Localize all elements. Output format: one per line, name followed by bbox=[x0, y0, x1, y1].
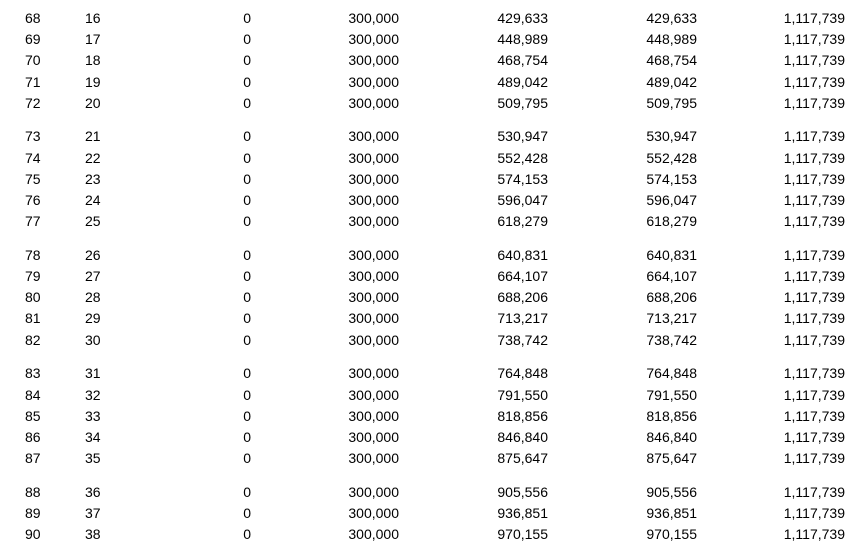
table-cell: 875,647 bbox=[497, 450, 548, 467]
table-cell: 90 bbox=[25, 526, 41, 543]
table-cell: 18 bbox=[85, 52, 101, 69]
table-cell: 300,000 bbox=[348, 170, 399, 187]
table-cell: 1,117,739 bbox=[783, 289, 845, 306]
row-group bbox=[0, 482, 864, 546]
table-row bbox=[0, 8, 864, 29]
table-cell: 846,840 bbox=[497, 428, 548, 445]
table-cell: 688,206 bbox=[497, 289, 548, 306]
table-cell: 300,000 bbox=[348, 331, 399, 348]
table-cell: 1,117,739 bbox=[783, 450, 845, 467]
table-cell: 300,000 bbox=[348, 94, 399, 111]
table-cell: 618,279 bbox=[497, 213, 548, 230]
table-cell: 300,000 bbox=[348, 10, 399, 26]
table-cell: 300,000 bbox=[348, 365, 399, 382]
table-cell: 300,000 bbox=[348, 268, 399, 285]
table-cell: 72 bbox=[25, 94, 41, 111]
table-cell: 85 bbox=[25, 407, 41, 424]
table-row bbox=[0, 503, 864, 524]
table-cell: 0 bbox=[243, 128, 251, 145]
table-cell: 905,556 bbox=[646, 483, 697, 500]
table-cell: 68 bbox=[25, 10, 41, 26]
table-cell: 448,989 bbox=[497, 31, 548, 48]
table-cell: 300,000 bbox=[348, 428, 399, 445]
table-cell: 300,000 bbox=[348, 289, 399, 306]
table-cell: 1,117,739 bbox=[783, 331, 845, 348]
table-cell: 0 bbox=[243, 331, 251, 348]
table-cell: 24 bbox=[85, 192, 101, 208]
table-cell: 0 bbox=[243, 268, 251, 285]
table-row bbox=[0, 29, 864, 50]
table-cell: 300,000 bbox=[348, 128, 399, 145]
table-cell: 574,153 bbox=[646, 170, 697, 187]
table-cell: 76 bbox=[25, 192, 41, 208]
table-cell: 1,117,739 bbox=[783, 407, 845, 424]
table-cell: 300,000 bbox=[348, 310, 399, 327]
table-cell: 88 bbox=[25, 483, 41, 500]
table-cell: 0 bbox=[243, 10, 251, 26]
table-cell: 75 bbox=[25, 170, 41, 187]
table-cell: 489,042 bbox=[646, 73, 697, 90]
table-row bbox=[0, 93, 864, 114]
table-cell: 1,117,739 bbox=[783, 504, 845, 521]
table-cell: 936,851 bbox=[497, 504, 548, 521]
table-cell: 530,947 bbox=[646, 128, 697, 145]
table-cell: 300,000 bbox=[348, 386, 399, 403]
table-cell: 530,947 bbox=[497, 128, 548, 145]
table-cell: 300,000 bbox=[348, 213, 399, 230]
table-cell: 0 bbox=[243, 450, 251, 467]
table-cell: 80 bbox=[25, 289, 41, 306]
row-group bbox=[0, 126, 864, 232]
table-cell: 875,647 bbox=[646, 450, 697, 467]
table-cell: 79 bbox=[25, 268, 41, 285]
table-cell: 970,155 bbox=[497, 526, 548, 543]
table-cell: 38 bbox=[85, 526, 101, 543]
table-cell: 429,633 bbox=[497, 10, 548, 26]
table-cell: 74 bbox=[25, 149, 41, 166]
table-cell: 27 bbox=[85, 268, 101, 285]
row-group bbox=[0, 245, 864, 351]
table-cell: 1,117,739 bbox=[783, 192, 845, 208]
table-cell: 300,000 bbox=[348, 31, 399, 48]
table-cell: 1,117,739 bbox=[783, 386, 845, 403]
table-cell: 1,117,739 bbox=[783, 52, 845, 69]
table-cell: 23 bbox=[85, 170, 101, 187]
table-cell: 0 bbox=[243, 289, 251, 306]
table-row bbox=[0, 385, 864, 406]
table-cell: 1,117,739 bbox=[783, 31, 845, 48]
table-cell: 0 bbox=[243, 52, 251, 69]
table-cell: 970,155 bbox=[646, 526, 697, 543]
table-row bbox=[0, 126, 864, 147]
table-cell: 83 bbox=[25, 365, 41, 382]
table-cell: 1,117,739 bbox=[783, 213, 845, 230]
table-cell: 468,754 bbox=[497, 52, 548, 69]
table-cell: 300,000 bbox=[348, 149, 399, 166]
table-row bbox=[0, 148, 864, 169]
table-cell: 20 bbox=[85, 94, 101, 111]
table-cell: 34 bbox=[85, 428, 101, 445]
table-row bbox=[0, 211, 864, 232]
table-cell: 300,000 bbox=[348, 526, 399, 543]
table-cell: 19 bbox=[85, 73, 101, 90]
table-cell: 31 bbox=[85, 365, 101, 382]
table-cell: 818,856 bbox=[646, 407, 697, 424]
table-cell: 791,550 bbox=[646, 386, 697, 403]
table-row bbox=[0, 524, 864, 545]
table-cell: 1,117,739 bbox=[783, 526, 845, 543]
table-cell: 300,000 bbox=[348, 450, 399, 467]
table-cell: 0 bbox=[243, 213, 251, 230]
table-cell: 509,795 bbox=[646, 94, 697, 111]
table-cell: 0 bbox=[243, 170, 251, 187]
table-cell: 0 bbox=[243, 73, 251, 90]
table-cell: 640,831 bbox=[646, 246, 697, 263]
table-cell: 77 bbox=[25, 213, 41, 230]
table-cell: 29 bbox=[85, 310, 101, 327]
table-row bbox=[0, 406, 864, 427]
table-cell: 73 bbox=[25, 128, 41, 145]
table-row bbox=[0, 190, 864, 211]
table-cell: 0 bbox=[243, 407, 251, 424]
table-row bbox=[0, 448, 864, 469]
table-cell: 30 bbox=[85, 331, 101, 348]
table-cell: 16 bbox=[85, 10, 101, 26]
table-cell: 0 bbox=[243, 365, 251, 382]
table-cell: 489,042 bbox=[497, 73, 548, 90]
table-cell: 713,217 bbox=[497, 310, 548, 327]
table-cell: 713,217 bbox=[646, 310, 697, 327]
table-cell: 26 bbox=[85, 246, 101, 263]
table-row bbox=[0, 266, 864, 287]
table-cell: 1,117,739 bbox=[783, 268, 845, 285]
table-cell: 936,851 bbox=[646, 504, 697, 521]
table-cell: 1,117,739 bbox=[783, 428, 845, 445]
table-cell: 738,742 bbox=[646, 331, 697, 348]
table-cell: 0 bbox=[243, 94, 251, 111]
table-cell: 21 bbox=[85, 128, 101, 145]
table-cell: 35 bbox=[85, 450, 101, 467]
table-cell: 0 bbox=[243, 246, 251, 263]
table-cell: 905,556 bbox=[497, 483, 548, 500]
table-cell: 618,279 bbox=[646, 213, 697, 230]
table-cell: 0 bbox=[243, 31, 251, 48]
table-cell: 300,000 bbox=[348, 407, 399, 424]
table-cell: 1,117,739 bbox=[783, 94, 845, 111]
table-cell: 0 bbox=[243, 428, 251, 445]
row-group bbox=[0, 8, 864, 114]
table-cell: 448,989 bbox=[646, 31, 697, 48]
table-cell: 764,848 bbox=[646, 365, 697, 382]
table-cell: 89 bbox=[25, 504, 41, 521]
table-cell: 640,831 bbox=[497, 246, 548, 263]
table-cell: 764,848 bbox=[497, 365, 548, 382]
table-cell: 596,047 bbox=[646, 192, 697, 208]
table-cell: 81 bbox=[25, 310, 41, 327]
table-cell: 509,795 bbox=[497, 94, 548, 111]
table-cell: 37 bbox=[85, 504, 101, 521]
table-cell: 86 bbox=[25, 428, 41, 445]
table-row bbox=[0, 287, 864, 308]
table-row bbox=[0, 50, 864, 71]
table-cell: 818,856 bbox=[497, 407, 548, 424]
table-cell: 300,000 bbox=[348, 246, 399, 263]
table-cell: 1,117,739 bbox=[783, 73, 845, 90]
table-cell: 0 bbox=[243, 310, 251, 327]
table-row bbox=[0, 330, 864, 351]
table-cell: 688,206 bbox=[646, 289, 697, 306]
table-cell: 468,754 bbox=[646, 52, 697, 69]
table-cell: 1,117,739 bbox=[783, 483, 845, 500]
table-cell: 1,117,739 bbox=[783, 310, 845, 327]
table-cell: 1,117,739 bbox=[783, 365, 845, 382]
table-cell: 69 bbox=[25, 31, 41, 48]
table-cell: 664,107 bbox=[497, 268, 548, 285]
table-cell: 300,000 bbox=[348, 504, 399, 521]
table-row bbox=[0, 169, 864, 190]
table-cell: 1,117,739 bbox=[783, 128, 845, 145]
table-cell: 82 bbox=[25, 331, 41, 348]
table-cell: 0 bbox=[243, 526, 251, 543]
table-cell: 846,840 bbox=[646, 428, 697, 445]
table-cell: 1,117,739 bbox=[783, 10, 845, 26]
table-cell: 552,428 bbox=[497, 149, 548, 166]
table-cell: 17 bbox=[85, 31, 101, 48]
table-cell: 574,153 bbox=[497, 170, 548, 187]
table-cell: 28 bbox=[85, 289, 101, 306]
table-cell: 71 bbox=[25, 73, 41, 90]
table-row bbox=[0, 72, 864, 93]
table-cell: 33 bbox=[85, 407, 101, 424]
table-cell: 300,000 bbox=[348, 192, 399, 208]
table-row bbox=[0, 482, 864, 503]
table-cell: 84 bbox=[25, 386, 41, 403]
table-cell: 0 bbox=[243, 149, 251, 166]
table-cell: 300,000 bbox=[348, 52, 399, 69]
table-row bbox=[0, 363, 864, 384]
row-group bbox=[0, 363, 864, 469]
table-cell: 1,117,739 bbox=[783, 149, 845, 166]
table-cell: 300,000 bbox=[348, 73, 399, 90]
table-cell: 552,428 bbox=[646, 149, 697, 166]
table-cell: 429,633 bbox=[646, 10, 697, 26]
table-row bbox=[0, 245, 864, 266]
table-cell: 70 bbox=[25, 52, 41, 69]
table-cell: 664,107 bbox=[646, 268, 697, 285]
table-cell: 0 bbox=[243, 192, 251, 208]
table-row bbox=[0, 308, 864, 329]
table-cell: 36 bbox=[85, 483, 101, 500]
table-cell: 87 bbox=[25, 450, 41, 467]
table-cell: 300,000 bbox=[348, 483, 399, 500]
table-cell: 25 bbox=[85, 213, 101, 230]
table-cell: 78 bbox=[25, 246, 41, 263]
table-cell: 22 bbox=[85, 149, 101, 166]
table-cell: 738,742 bbox=[497, 331, 548, 348]
table-cell: 0 bbox=[243, 483, 251, 500]
table-cell: 791,550 bbox=[497, 386, 548, 403]
table-cell: 596,047 bbox=[497, 192, 548, 208]
table-row bbox=[0, 427, 864, 448]
table-cell: 32 bbox=[85, 386, 101, 403]
table-cell: 0 bbox=[243, 504, 251, 521]
table-cell: 1,117,739 bbox=[783, 170, 845, 187]
table-cell: 1,117,739 bbox=[783, 246, 845, 263]
table-cell: 0 bbox=[243, 386, 251, 403]
